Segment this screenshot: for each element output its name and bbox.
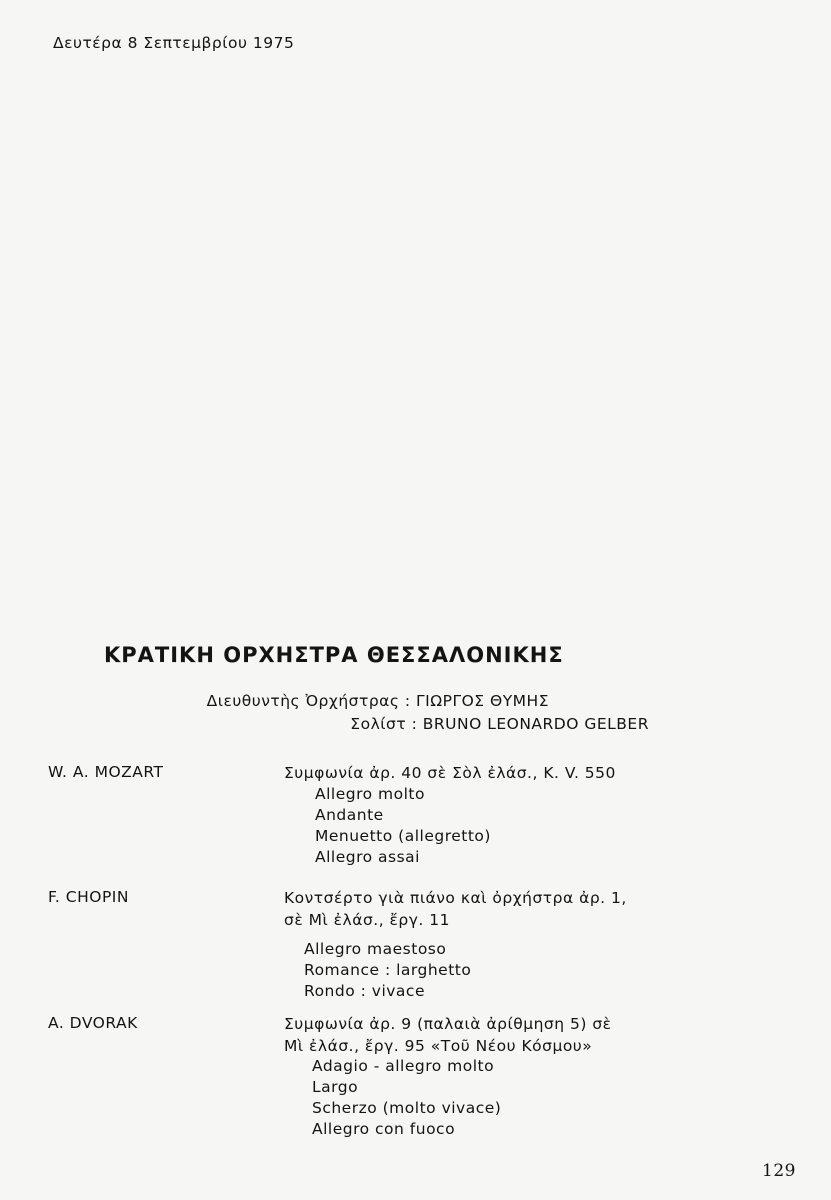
work-title-line: σὲ Μὶ ἐλάσ., ἔργ. 11: [284, 910, 451, 929]
movement-list: [304, 939, 471, 1002]
movement: Allegro con fuoco: [312, 1120, 456, 1138]
work-title: [284, 763, 616, 785]
work-title-line: Συμφωνία ἀρ. 40 σὲ Σὸλ ἐλάσ., K. V. 550: [284, 764, 616, 782]
movement: Largo: [312, 1078, 359, 1096]
work-title-line: Συμφωνία ἀρ. 9 (παλαιὰ ἀρίθμηση 5) σὲ: [284, 1015, 612, 1033]
movement: Scherzo (molto vivace): [312, 1099, 502, 1117]
concert-date: Δευτέρα 8 Σεπτεμβρίου 1975: [53, 34, 295, 52]
composer-name: F. CHOPIN: [48, 888, 129, 906]
movement: Adagio - allegro molto: [312, 1057, 495, 1075]
work-title: [284, 888, 627, 931]
movement: Menuetto (allegretto): [315, 827, 491, 845]
composer-name: A. DVORAK: [48, 1014, 138, 1032]
page-number: 129: [762, 1161, 796, 1181]
movement: Andante: [315, 806, 384, 824]
movement-list: [315, 784, 491, 868]
work-title-line: Κοντσέρτο γιὰ πιάνο καὶ ὀρχήστρα ἀρ. 1,: [284, 889, 627, 907]
soloist-credit: Σολίστ : BRUNO LEONARDO GELBER: [350, 715, 649, 733]
movement: Rondo : vivace: [304, 982, 425, 1000]
movement: Allegro maestoso: [304, 940, 447, 958]
conductor-credit: Διευθυντὴς Ὀρχήστρας : ΓΙΩΡΓΟΣ ΘΥΜΗΣ: [206, 692, 549, 710]
orchestra-title: ΚΡΑΤΙΚΗ ΟΡΧΗΣΤΡΑ ΘΕΣΣΑΛΟΝΙΚΗΣ: [104, 643, 564, 667]
work-title: [284, 1014, 612, 1057]
work-title-line: Μὶ ἐλάσ., ἔργ. 95 «Τοῦ Νέου Κόσμου»: [284, 1036, 593, 1055]
movement: Allegro molto: [315, 785, 425, 803]
movement: Romance : larghetto: [304, 961, 472, 979]
movement-list: [312, 1056, 501, 1140]
movement: Allegro assai: [315, 848, 420, 866]
composer-name: W. A. MOZART: [48, 763, 164, 781]
